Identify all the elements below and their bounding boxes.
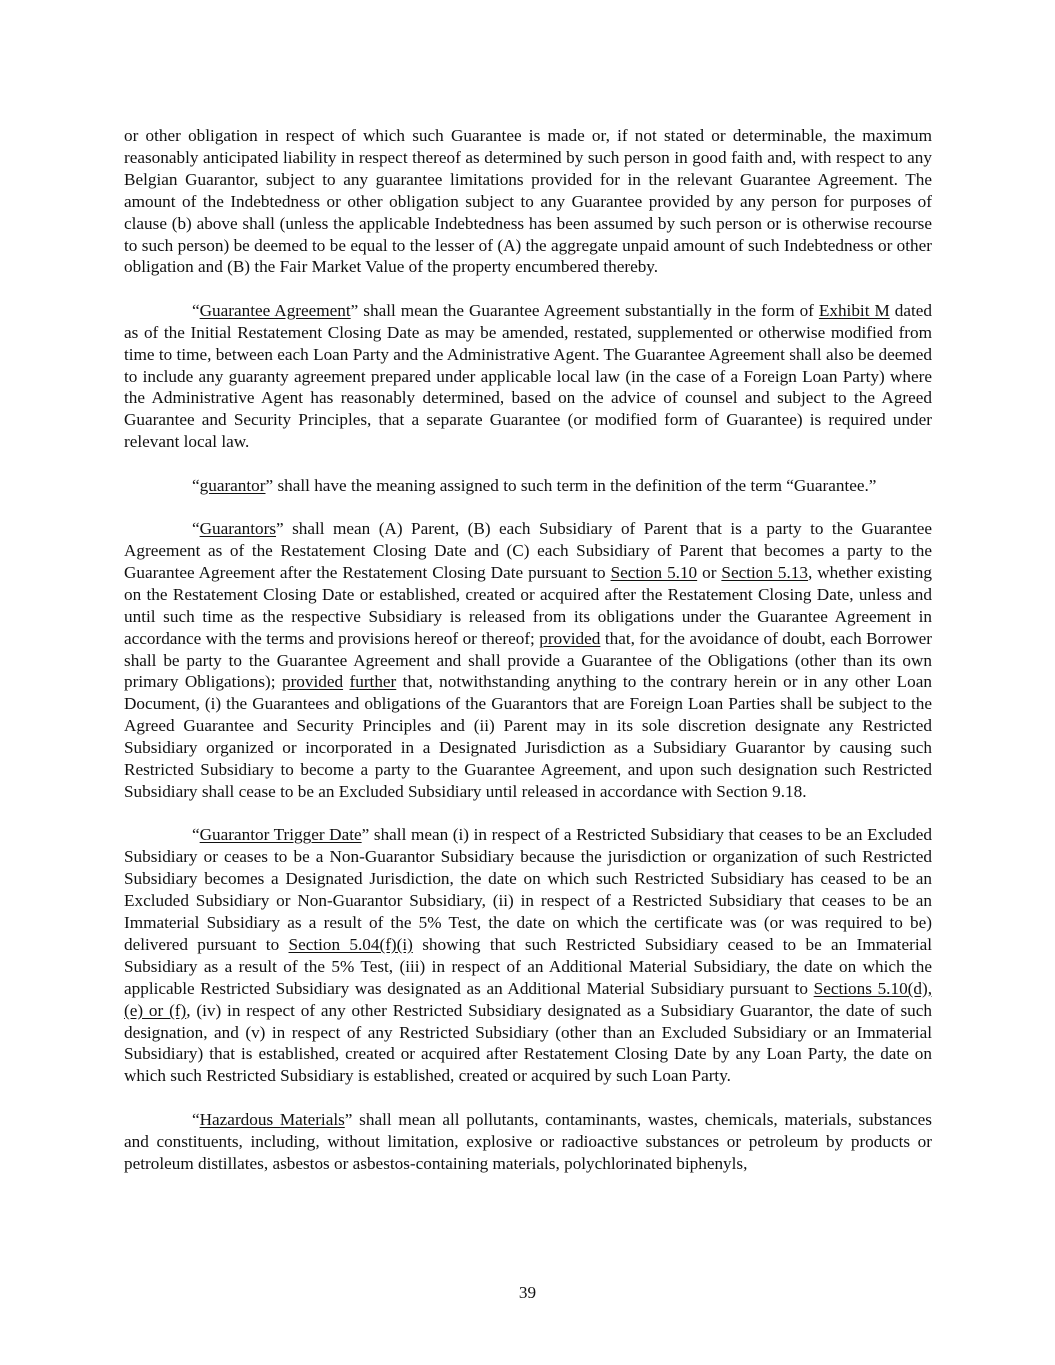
definition-text: dated as of the Initial Restatement Closing Date as may be amended, restated, supplemented or otherwise modified from time to time, between each Loan Party and the Administrative Agent. The Guarantee Agreement shall also be deemed to include any guaranty agreement prepared under applicable local law (in the case of a Foreign Loan Party) where the Administrative Agent has reasonably determined, based on the advice of counsel and subject to the Agreed Guarantee and Security Principles, that a separate Guarantee (or modified form of Guarantee) is required under relevant local law. — [124, 300, 932, 452]
definition-text: , whether existing on the Restatement Closing Date or established, created or acquired after the Restatement Closing Date, unless and until such time as the respective Subsidiary is released from its obligations under the Guarantee Agreement in accordance with the terms and provisions hereof or thereof; — [124, 562, 932, 648]
definition-text: that, notwithstanding anything to the contrary herein or in any other Loan Document, (i) the Guarantees and obligations of the Guarantors that are Foreign Loan Parties shall be subject to the Agreed Guarantee and Security Principles and (ii) Parent may in its sole discretion designate any Restricted Subsidiary organized or incorporated in a Designated Jurisdiction as a Subsidiary Guarantor by causing such Restricted Subsidiary to become a party to the Guarantee Agreement, and upon such designation such Restricted Subsidiary shall cease to be an Excluded Subsidiary until released in accordance with Section 9.18. — [124, 672, 932, 801]
definition-hazardous-materials — [124, 1109, 932, 1175]
close-quote: ” — [361, 825, 370, 845]
defined-term: Guarantors — [199, 519, 277, 539]
definition-text: shall mean (A) Parent, (B) each Subsidiary of Parent that is a party to the Guarantee Agreement as of the Restatement Closing Date and (C) each Subsidiary of Parent that becomes a party to the Guarantee Agreement after the Restatement Closing Date pursuant to — [124, 519, 932, 582]
definition-guarantors — [124, 518, 932, 803]
open-quote: “ — [192, 300, 200, 320]
definition-text: , (iv) in respect of any other Restricted Subsidiary designated as a Subsidiary Guarantor, the date of such designation, and (v) in respect of any Restricted Subsidiary (other than an Excluded Subsidiary or an Immaterial Subsidiary) that is established, created or acquired after Restatement Closing Date by any Loan Party, the date on which such Restricted Subsidiary is established, created or acquired by such Loan Party. — [124, 1000, 932, 1086]
open-quote: “ — [192, 1109, 200, 1129]
open-quote: “ — [192, 519, 200, 539]
paragraph-text: or other obligation in respect of which such Guarantee is made or, if not stated or determinable, the maximum reasonably anticipated liability in respect thereof as determined by such person in good faith and, with respect to any Belgian Guarantor, subject to any guarantee limitations provided for in the relevant Guarantee Agreement. The amount of the Indebtedness or other obligation subject to any Guarantee provided by any person for purposes of clause (b) above shall (unless the applicable Indebtedness has been assumed by such person or is otherwise recourse to such person) be deemed to be equal to the lesser of (A) the aggregate unpaid amount of such Indebtedness or other obligation and (B) the Fair Market Value of the property encumbered thereby. — [124, 126, 932, 277]
defined-term: guarantor — [199, 475, 266, 495]
proviso-term: provided — [281, 672, 344, 692]
definition-guarantee-agreement — [124, 300, 932, 453]
page-number: 39 — [518, 1283, 537, 1302]
defined-term: Hazardous Materials — [199, 1109, 345, 1129]
section-reference: Sections 5.10(d), (e) or (f) — [124, 978, 932, 1020]
close-quote: ” — [276, 519, 284, 539]
definition-guarantor — [124, 475, 932, 497]
close-quote: ” — [344, 1109, 353, 1129]
section-reference: Section 5.10 — [610, 562, 698, 582]
definition-text: that, for the avoidance of doubt, each Borrower shall be party to the Guarantee Agreement and shall provide a Guarantee of the Obligations (other than its own primary Obligations); — [124, 628, 932, 692]
proviso-term: further — [349, 672, 397, 692]
definition-text: shall mean the Guarantee Agreement substantially in the form of — [358, 300, 819, 320]
close-quote: ” — [265, 475, 274, 495]
defined-term: Guarantee Agreement — [199, 300, 351, 320]
defined-term: Guarantor Trigger Date — [199, 825, 362, 845]
open-quote: “ — [192, 475, 200, 495]
close-quote: ” — [350, 300, 359, 320]
paragraph-guarantee-continuation — [124, 125, 932, 278]
document-page — [124, 125, 932, 1196]
proviso-term: provided — [539, 628, 601, 648]
definition-guarantor-trigger-date — [124, 824, 932, 1087]
exhibit-reference: Exhibit M — [818, 300, 890, 320]
definition-text: shall mean (i) in respect of a Restricted Subsidiary that ceases to be an Excluded Subsidiary or ceases to be a Non-Guarantor Subsidiary because the jurisdiction or organization of such Restricted Subsidiary becomes a Designated Jurisdiction, the date on which such Restricted Subsidiary has ceased to be an Excluded Subsidiary or Non-Guarantor Subsidiary, (ii) in respect of a Restricted Subsidiary that ceases to be an Immaterial Subsidiary as a result of the 5% Test, the date on which the certificate was (or was required to be) delivered pursuant to — [124, 825, 932, 954]
definition-text: shall have the meaning assigned to such term in the definition of the term “Guarantee.” — [273, 475, 877, 495]
definition-text: or — [697, 562, 722, 582]
definition-text: showing that such Restricted Subsidiary ceased to be an Immaterial Subsidiary as a result of the 5% Test, (iii) in respect of an Additional Material Subsidiary, the date on which the applicable Restricted Subsidiary was designated as an Additional Material Subsidiary pursuant to — [124, 934, 932, 998]
section-reference: Section 5.04(f)(i) — [288, 934, 413, 954]
definition-text: shall mean all pollutants, contaminants, wastes, chemicals, materials, substances and constituents, including, without limitation, explosive or radioactive substances or petroleum by products or petroleum distillates, asbestos or asbestos-containing materials, polychlorinated biphenyls, — [124, 1109, 932, 1173]
section-reference: Section 5.13 — [721, 562, 808, 582]
open-quote: “ — [192, 825, 200, 845]
